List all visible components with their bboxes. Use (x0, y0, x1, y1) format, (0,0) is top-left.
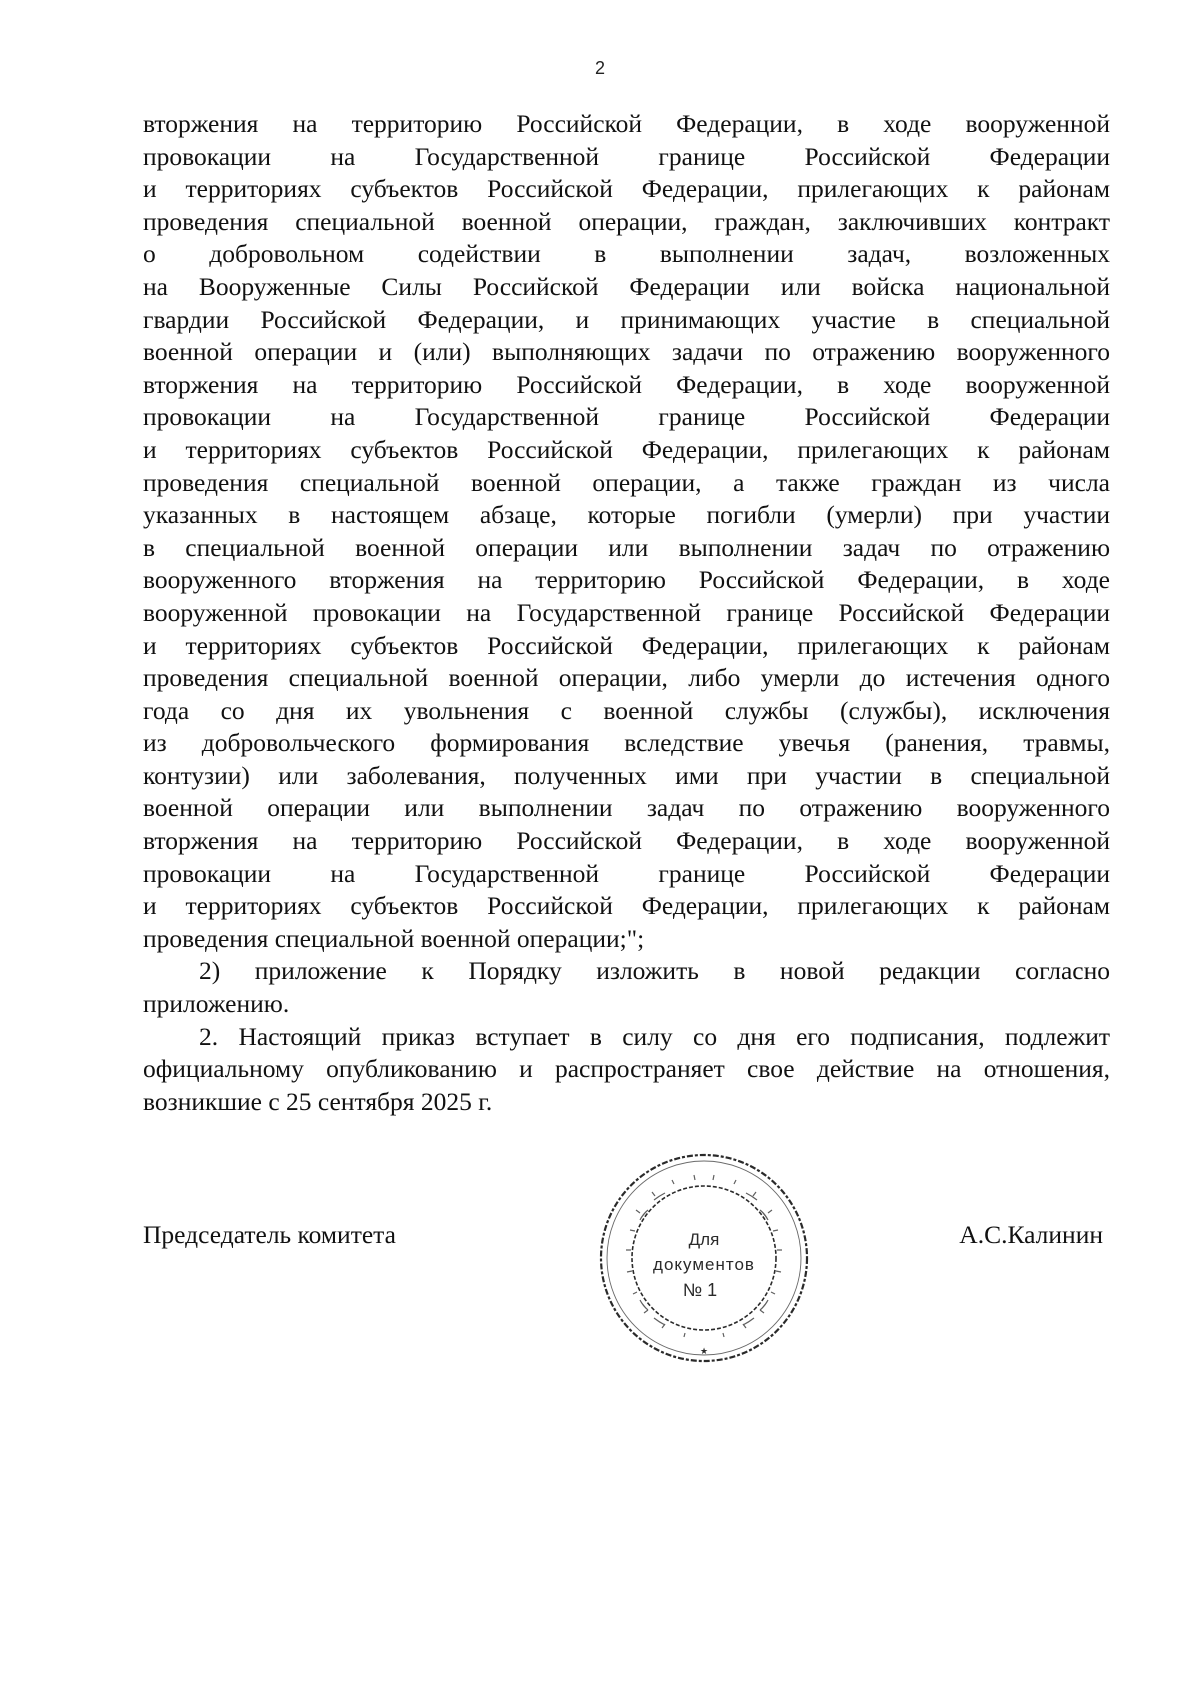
text-line: вооруженного вторжения на территорию Российской Федерации, в ходе (143, 565, 1110, 595)
text-line: военной операции и (или) выполняющих задачи по отражению вооруженного (143, 337, 1110, 367)
text-line: проведения специальной военной операции, либо умерли до истечения одного (143, 663, 1110, 693)
text-line: проведения специальной военной операции;"; (143, 923, 645, 953)
signatory-name: А.С.Калинин (959, 1220, 1103, 1249)
text-line: вторжения на территорию Российской Федерации, в ходе вооруженной (143, 826, 1110, 856)
text-line: проведения специальной военной операции, а также граждан из числа (143, 467, 1110, 497)
round-seal-stamp (596, 1150, 812, 1366)
text-line: и территориях субъектов Российской Федерации, прилегающих к районам (143, 891, 1110, 921)
text-line: приложению. (143, 989, 290, 1019)
document-body (143, 108, 1110, 1118)
text-line: провокации на Государственной границе Российской Федерации (143, 858, 1110, 888)
page-number: 2 (594, 58, 605, 78)
text-line: вторжения на территорию Российской Федерации, в ходе вооруженной (143, 109, 1110, 138)
text-line: контузии) или заболевания, полученных ими при участии в специальной (143, 760, 1110, 790)
text-line: провокации на Государственной границе Российской Федерации (143, 402, 1110, 432)
text-line: о добровольном содействии в выполнении задач, возложенных (143, 239, 1110, 269)
text-line: возникшие с 25 сентября 2025 г. (143, 1086, 493, 1116)
text-line: 2) приложение к Порядку изложить в новой редакции согласно (199, 956, 1110, 986)
stamp-text-line1: Для (688, 1230, 720, 1249)
text-line: в специальной военной операции или выполнении задач по отражению (143, 532, 1110, 562)
text-line: проведения специальной военной операции, граждан, заключивших контракт (143, 206, 1110, 236)
text-line: официальному опубликованию и распространяет свое действие на отношения, (143, 1054, 1110, 1084)
text-line: вооруженной провокации на Государственной границе Российской Федерации (143, 597, 1110, 627)
text-line: на Вооруженные Силы Российской Федерации или войска национальной (143, 271, 1110, 301)
stamp-text-line3: № 1 (682, 1280, 718, 1300)
text-line: гвардии Российской Федерации, и принимающих участие в специальной (143, 304, 1110, 334)
text-line: указанных в настоящем абзаце, которые погибли (умерли) при участии (143, 500, 1110, 530)
text-line: провокации на Государственной границе Российской Федерации (143, 141, 1110, 171)
text-line: из добровольческого формирования вследствие увечья (ранения, травмы, (143, 728, 1110, 758)
text-line: военной операции или выполнении задач по отражению вооруженного (143, 793, 1110, 823)
text-line: 2. Настоящий приказ вступает в силу со дня его подписания, подлежит (199, 1021, 1110, 1051)
stamp-text-line2: документов (653, 1255, 755, 1274)
text-line: и территориях субъектов Российской Федерации, прилегающих к районам (143, 630, 1110, 660)
text-line: и территориях субъектов Российской Федерации, прилегающих к районам (143, 434, 1110, 464)
stamp-star-icon: ★ (699, 1347, 709, 1357)
signatory-title: Председатель комитета (143, 1220, 396, 1249)
text-line: и территориях субъектов Российской Федерации, прилегающих к районам (143, 174, 1110, 204)
text-line: вторжения на территорию Российской Федерации, в ходе вооруженной (143, 369, 1110, 399)
text-line: года со дня их увольнения с военной службы (службы), исключения (143, 695, 1110, 725)
